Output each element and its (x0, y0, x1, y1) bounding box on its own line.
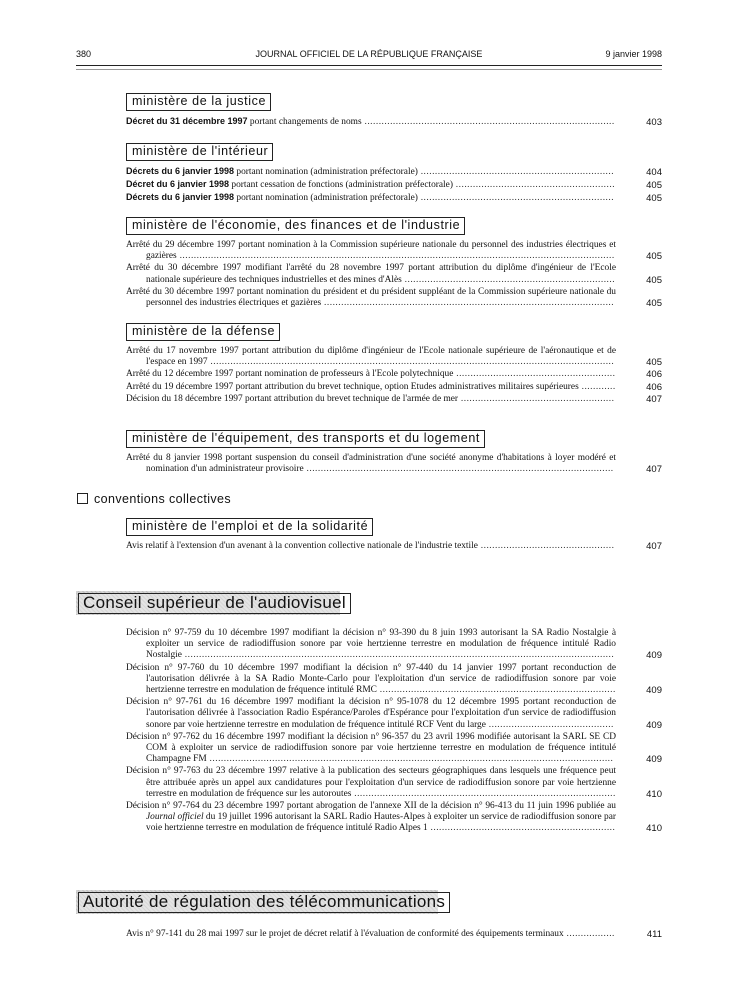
page-ref: 405 (646, 274, 662, 286)
page-ref: 405 (646, 180, 662, 192)
toc-entry[interactable]: Décision n° 97-760 du 10 décembre 1997 modifiant la décision n° 97-440 du 14 janvier 1997 portant reconduction de l'autorisation délivrée à la SA Radio Monte-Carlo pour l'exploitation d'un service de radiodiffusion sonore par voie hertzienne terrestre en modulation de fréquence intitulé RMC ................................................................................... 409 (126, 662, 662, 697)
section-interieur (126, 142, 662, 206)
page-ref: 407 (646, 464, 662, 476)
page-ref: 405 (646, 251, 662, 263)
section-defense (126, 322, 662, 406)
page-ref: 411 (646, 929, 662, 940)
section-heading: ministère de l'intérieur (126, 143, 273, 161)
section-heading: ministère de la défense (126, 323, 280, 341)
toc-entry[interactable]: Décrets du 6 janvier 1998 portant nomination (administration préfectorale) .................................................................... 405 (126, 192, 662, 205)
page-ref: 404 (646, 167, 662, 178)
section-heading: ministère de l'emploi et de la solidarité (126, 518, 373, 536)
checkbox-square-icon (77, 493, 88, 504)
header-rule (76, 69, 662, 70)
toc-entry[interactable]: Décrets du 6 janvier 1998 portant nomination (administration préfectorale) .................................................................... 404 (126, 166, 662, 178)
section-heading: ministère de la justice (126, 93, 271, 111)
page-ref: 403 (646, 117, 662, 128)
section-csa (126, 628, 662, 836)
toc-entry[interactable]: Arrêté du 19 décembre 1997 portant attribution du brevet technique, option Etudes administratives militaires supérieures ............ 406 (126, 381, 662, 393)
page-ref: 410 (646, 823, 662, 835)
toc-entry[interactable]: Arrêté du 12 décembre 1997 portant nomination de professeurs à l'Ecole polytechnique ........................................................ 406 (126, 369, 662, 381)
page-ref: 409 (646, 719, 662, 731)
page-ref: 406 (646, 369, 662, 381)
csa-band (76, 591, 662, 615)
section-emploi (126, 517, 662, 553)
toc-entry[interactable]: Arrêté du 8 janvier 1998 portant suspension du conseil d'administration d'une société anonyme d'habitations à loyer modéré et nomination d'un administrateur provisoire ............................................................................................................ 407 (126, 453, 662, 476)
toc-entry[interactable]: Décision n° 97-762 du 16 décembre 1997 modifiant la décision n° 96-357 du 23 avril 1996 modifiée autorisant la SARL SE CD COM à exploiter un service de radiodiffusion sonore par voie hertzienne terrestre en modulation de fréquence intitulé Champagne FM .............................................................................................................................................. 409 (126, 731, 662, 766)
section-heading: ministère de l'économie, des finances et de l'industrie (126, 217, 465, 235)
page-ref: 409 (646, 685, 662, 697)
conventions-heading: conventions collectives (77, 492, 231, 506)
page-ref: 410 (646, 788, 662, 800)
section-economie (126, 216, 662, 310)
section-art (126, 929, 662, 941)
toc-entry[interactable]: Décret du 6 janvier 1998 portant cessation de fonctions (administration préfectorale) ........................................................ 405 (126, 179, 662, 192)
toc-entry[interactable]: Arrêté du 30 décembre 1997 modifiant l'arrêté du 28 novembre 1997 portant attribution du diplôme d'ingénieur de l'Ecole nationale supérieure des techniques industrielles et des mines d'Alès .......................................................................... 405 (126, 263, 662, 286)
toc-entry[interactable]: Décision n° 97-759 du 10 décembre 1997 modifiant la décision n° 93-390 du 8 juin 1993 autorisant la SA Radio Nostalgie à exploiter un service de radiodiffusion sonore par voie hertzienne terrestre en modulation de fréquence intitulé Radio Nostalgie ....................................................................................................................................................... 409 (126, 628, 662, 662)
page-ref: 407 (646, 541, 662, 552)
journal-title: JOURNAL OFFICIEL DE LA RÉPUBLIQUE FRANÇAISE (255, 49, 483, 59)
page-ref: 405 (646, 193, 662, 205)
toc-entry[interactable]: Arrêté du 30 décembre 1997 portant nomination du président et du président suppléant de la Commission supérieure nationale du personnel des industries électriques et gazières ...................................................................................................... 405 (126, 286, 662, 310)
toc-entry[interactable]: Avis n° 97-141 du 28 mai 1997 sur le projet de décret relatif à l'évaluation de conformité des équipements terminaux ................. 411 (126, 929, 662, 940)
toc-entry[interactable]: Arrêté du 29 décembre 1997 portant nomination à la Commission supérieure nationale du personnel des industries électriques et gazières ......................................................................................................................................................... 405 (126, 240, 662, 263)
section-heading: Autorité de régulation des télécommunications (78, 892, 450, 913)
toc-entry[interactable]: Décret du 31 décembre 1997 portant changements de noms ........................................................................................ 403 (126, 116, 662, 128)
toc-entry[interactable]: Décision n° 97-763 du 23 décembre 1997 relative à la publication des secteurs géographiques dans lesquels une fréquence peut être attribuée après un appel aux candidatures pour l'exploitation d'un service de radiodiffusion sonore par voie hertzienne terrestre en modulation de fréquence sur les autoroutes ............................................................................................ 410 (126, 766, 662, 800)
toc-entry[interactable]: Avis relatif à l'extension d'un avenant à la convention collective nationale de l'industrie textile ............................................... 407 (126, 541, 662, 552)
toc-entry[interactable]: Arrêté du 17 novembre 1997 portant attribution du diplôme d'ingénieur de l'Ecole nationale supérieure de l'aéronautique et de l'espace en 1997 .............................................................................................................................................. 405 (126, 346, 662, 369)
page-header (76, 49, 662, 66)
art-band (76, 890, 662, 914)
page-ref: 406 (646, 381, 662, 393)
issue-date: 9 janvier 1998 (605, 49, 662, 59)
section-heading: Conseil supérieur de l'audiovisuel (78, 593, 351, 614)
page-number: 380 (76, 49, 92, 59)
section-justice (126, 92, 662, 129)
page-ref: 405 (646, 357, 662, 369)
page-ref: 405 (646, 298, 662, 310)
toc-entry[interactable]: Décision n° 97-761 du 16 décembre 1997 modifiant la décision n° 95-1078 du 12 décembre 1995 portant reconduction de l'autorisation délivrée à l'association Radio Espérance/Paroles d'Espérance pour l'exploitation d'un service de radiodiffusion sonore par voie hertzienne terrestre en modulation de fréquence intitulé RCF Vent du large ............................................ 409 (126, 697, 662, 731)
page-ref: 409 (646, 650, 662, 662)
section-heading: ministère de l'équipement, des transports et du logement (126, 430, 485, 448)
page-ref: 407 (646, 393, 662, 405)
toc-entry[interactable]: Décision n° 97-764 du 23 décembre 1997 portant abrogation de l'annexe XII de la décision n° 96-413 du 11 juin 1996 publiée au Journal officiel du 19 juillet 1996 autorisant la SARL Radio Hautes-Alpes à exploiter un service de radiodiffusion sonore par voie hertzienne terrestre en modulation de fréquence intitulé Radio Alpes 1 ................................................................. 410 (126, 801, 662, 835)
page-ref: 409 (646, 754, 662, 766)
section-equipement (126, 429, 662, 476)
toc-entry[interactable]: Décision du 18 décembre 1997 portant attribution du brevet technique de l'armée de mer ...................................................... 407 (126, 393, 662, 405)
